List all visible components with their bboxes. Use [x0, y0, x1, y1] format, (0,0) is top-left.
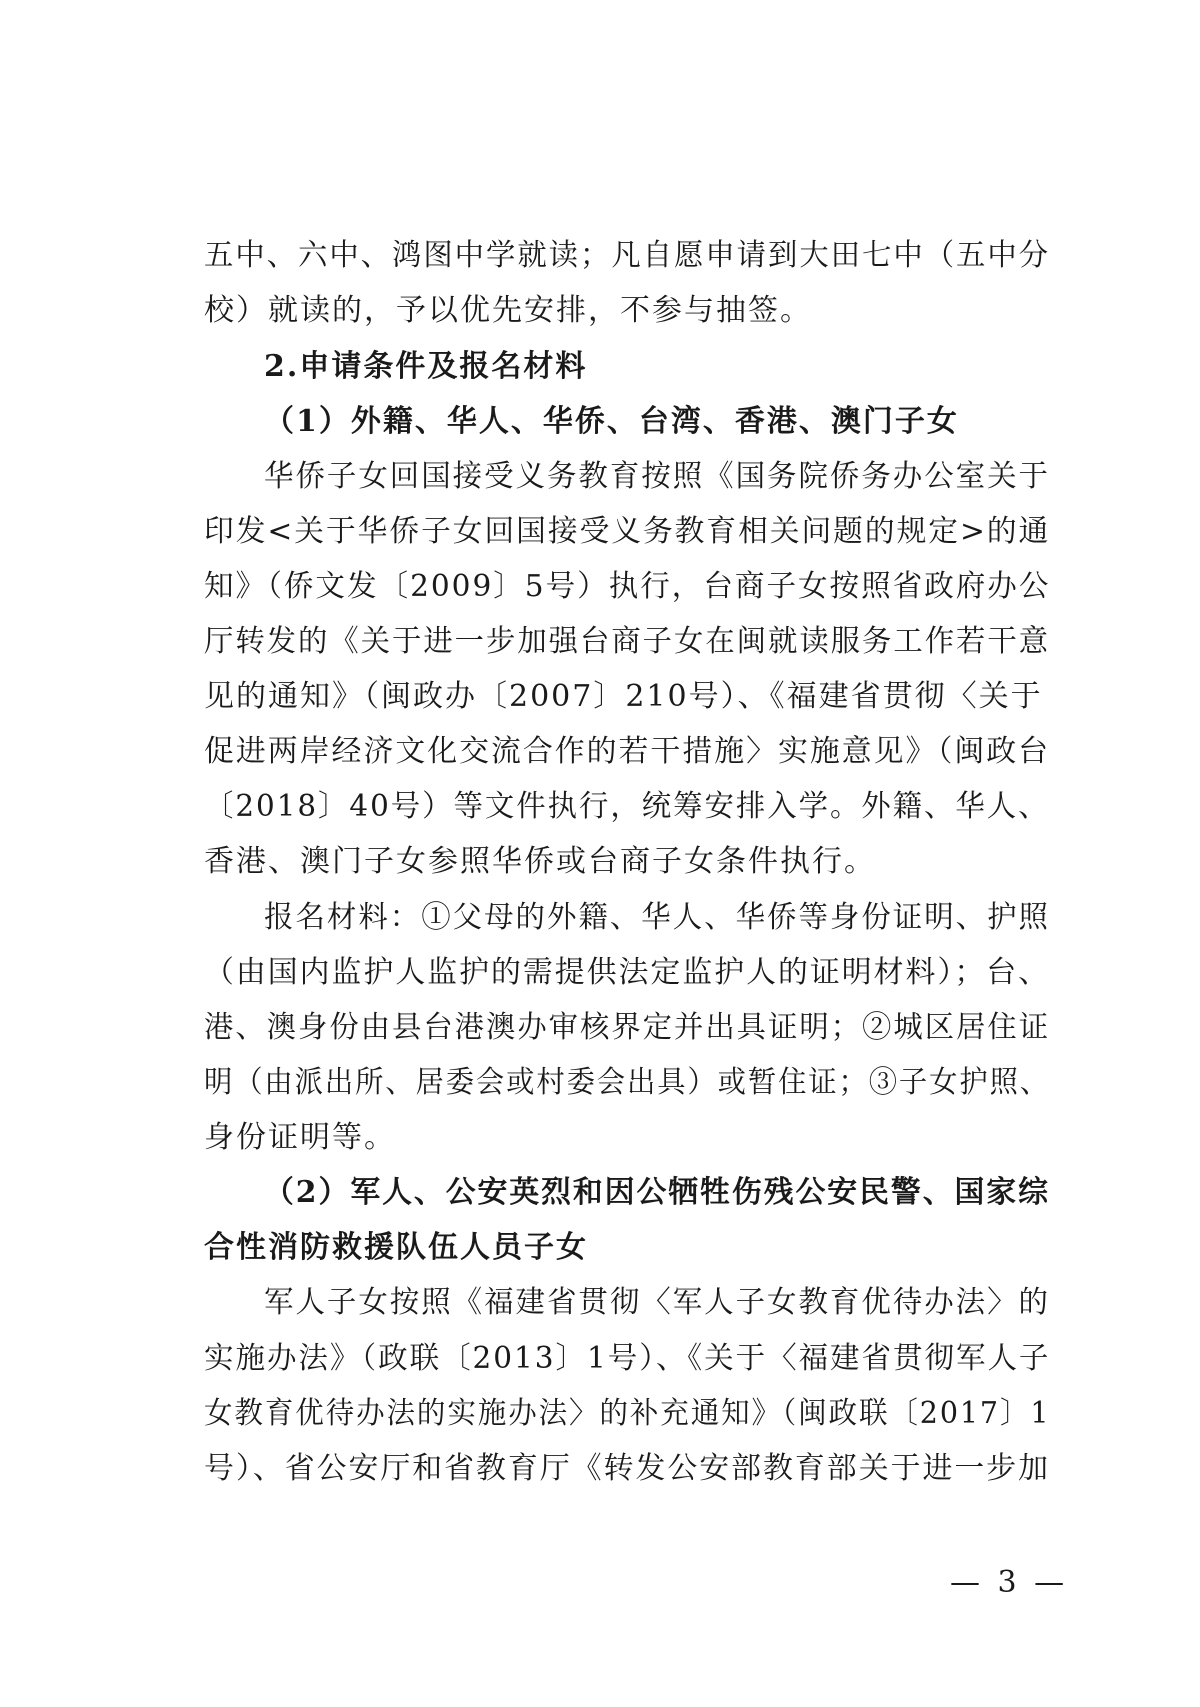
body-line: 女教育优待办法的实施办法〉的补充通知》（闽政联〔2017〕1: [204, 1396, 1051, 1431]
section-heading: 2.申请条件及报名材料: [264, 349, 588, 384]
body-line: 实施办法》（政联〔2013〕1号）、《关于〈福建省贯彻军人子: [204, 1341, 1051, 1376]
body-line: 号）、省公安厅和省教育厅《转发公安部教育部关于进一步加: [204, 1451, 1051, 1486]
body-line: 五中、六中、鸿图中学就读；凡自愿申请到大田七中（五中分: [204, 238, 1051, 273]
body-line: （由国内监护人监护的需提供法定监护人的证明材料）；台、: [204, 955, 1051, 990]
subsection-heading: 合性消防救援队伍人员子女: [204, 1230, 588, 1265]
body-line: 香港、澳门子女参照华侨或台商子女条件执行。: [204, 844, 876, 879]
body-line: 厅转发的《关于进一步加强台商子女在闽就读服务工作若干意: [204, 624, 1051, 659]
page-number: — 3 —: [950, 1565, 1069, 1600]
body-line: 港、澳身份由县台港澳办审核界定并出具证明；②城区居住证: [204, 1010, 1051, 1045]
body-line: 印发<关于华侨子女回国接受义务教育相关问题的规定>的通: [204, 514, 1051, 549]
body-line: 知》（侨文发〔2009〕5号）执行，台商子女按照省政府办公: [204, 569, 1051, 604]
body-line: 明（由派出所、居委会或村委会出具）或暂住证；③子女护照、: [204, 1065, 1051, 1100]
body-line: 促进两岸经济文化交流合作的若干措施〉实施意见》（闽政台: [204, 734, 1051, 769]
subsection-heading: （1）外籍、华人、华侨、台湾、香港、澳门子女: [264, 404, 959, 439]
body-line: 校）就读的，予以优先安排，不参与抽签。: [204, 293, 812, 328]
body-line: 军人子女按照《福建省贯彻〈军人子女教育优待办法〉的: [264, 1285, 1050, 1320]
body-line: 身份证明等。: [204, 1120, 396, 1155]
body-line: 〔2018〕40号）等文件执行，统筹安排入学。外籍、华人、: [204, 789, 1050, 824]
body-line: 报名材料：①父母的外籍、华人、华侨等身份证明、护照: [264, 900, 1050, 935]
subsection-heading: （2）军人、公安英烈和因公牺牲伤残公安民警、国家综: [264, 1175, 1050, 1210]
body-line: 见的通知》（闽政办〔2007〕210号）、《福建省贯彻〈关于: [204, 679, 1043, 714]
body-line: 华侨子女回国接受义务教育按照《国务院侨务办公室关于: [264, 459, 1050, 494]
